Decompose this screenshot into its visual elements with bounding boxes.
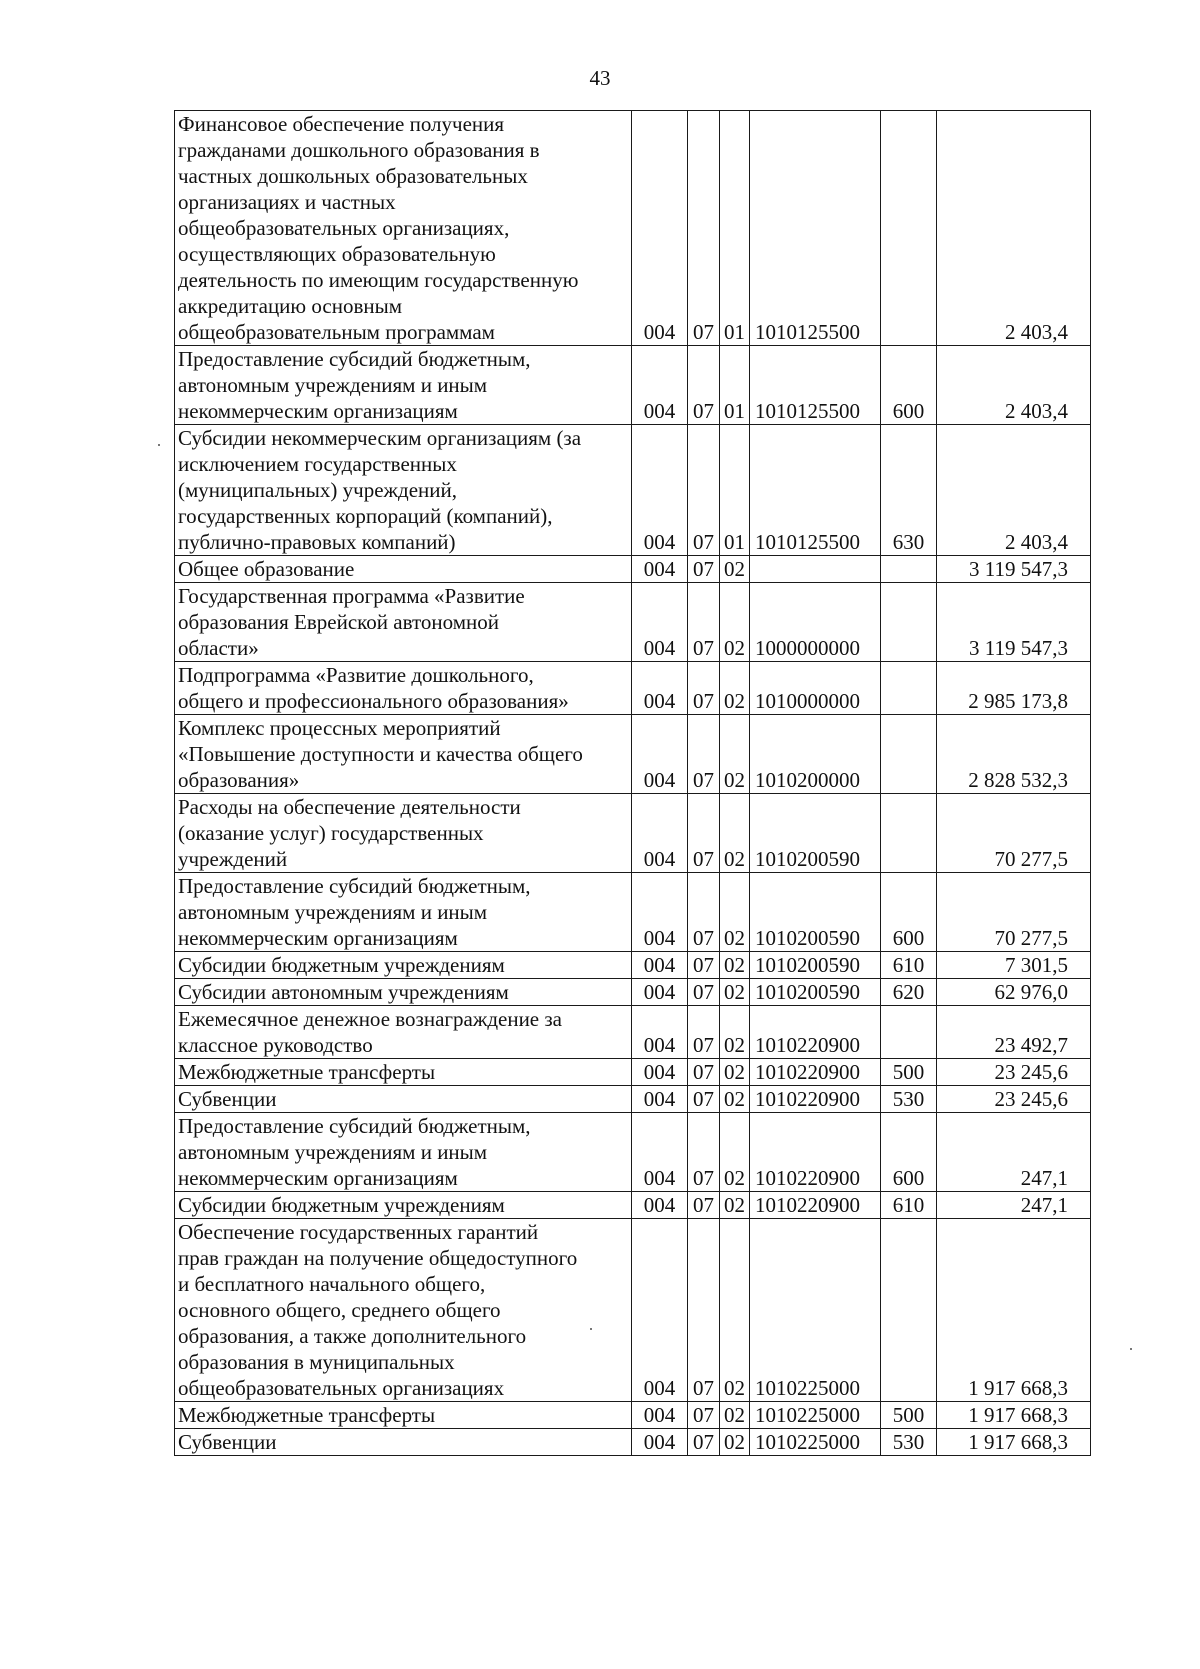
section-code-cell: 07	[688, 1219, 720, 1402]
subsection-code-cell: 02	[720, 1086, 750, 1113]
table-row	[175, 1402, 1091, 1429]
expense-type-code-cell	[881, 583, 937, 662]
target-article-code-cell: 1010125500	[750, 346, 881, 425]
target-article-code-cell: 1010225000	[750, 1402, 881, 1429]
row-name-cell: Комплекс процессных мероприятий «Повышение доступности и качества общего образования»	[175, 715, 632, 794]
target-article-code-cell: 1010220900	[750, 1192, 881, 1219]
section-code-cell: 07	[688, 1006, 720, 1059]
amount-cell: 62 976,0	[937, 979, 1091, 1006]
subsection-code-cell: 02	[720, 662, 750, 715]
table-row	[175, 1086, 1091, 1113]
scan-speck	[1130, 1348, 1132, 1350]
section-code-cell: 07	[688, 1192, 720, 1219]
amount-cell: 1 917 668,3	[937, 1429, 1091, 1456]
target-article-code-cell: 1010220900	[750, 1059, 881, 1086]
subsection-code-cell: 02	[720, 979, 750, 1006]
table-row	[175, 111, 1091, 346]
ved-code-cell: 004	[632, 556, 688, 583]
ved-code-cell: 004	[632, 952, 688, 979]
table-row	[175, 979, 1091, 1006]
row-name-cell: Общее образование	[175, 556, 632, 583]
section-code-cell: 07	[688, 425, 720, 556]
row-name-cell: Межбюджетные трансферты	[175, 1402, 632, 1429]
section-code-cell: 07	[688, 1113, 720, 1192]
ved-code-cell: 004	[632, 1006, 688, 1059]
target-article-code-cell	[750, 556, 881, 583]
row-name-cell: Подпрограмма «Развитие дошкольного, общего и профессионального образования»	[175, 662, 632, 715]
row-name-cell: Субвенции	[175, 1086, 632, 1113]
expense-type-code-cell	[881, 662, 937, 715]
expense-type-code-cell	[881, 1219, 937, 1402]
row-name-cell: Субсидии автономным учреждениям	[175, 979, 632, 1006]
expense-type-code-cell: 620	[881, 979, 937, 1006]
expense-type-code-cell	[881, 794, 937, 873]
target-article-code-cell: 1010200590	[750, 873, 881, 952]
subsection-code-cell: 02	[720, 1059, 750, 1086]
ved-code-cell: 004	[632, 873, 688, 952]
amount-cell: 7 301,5	[937, 952, 1091, 979]
target-article-code-cell: 1010220900	[750, 1006, 881, 1059]
section-code-cell: 07	[688, 979, 720, 1006]
ved-code-cell: 004	[632, 715, 688, 794]
table-row	[175, 1429, 1091, 1456]
table-row	[175, 1059, 1091, 1086]
amount-cell: 1 917 668,3	[937, 1402, 1091, 1429]
expense-type-code-cell: 610	[881, 1192, 937, 1219]
amount-cell: 23 245,6	[937, 1059, 1091, 1086]
ved-code-cell: 004	[632, 1219, 688, 1402]
row-name-cell: Обеспечение государственных гарантий прав граждан на получение общедоступного и бесплатного начального общего, основного общего, среднего общего образования, а также дополнительного образования в муниципальных общеобразовательных организациях	[175, 1219, 632, 1402]
amount-cell: 3 119 547,3	[937, 556, 1091, 583]
table-row	[175, 1219, 1091, 1402]
expense-type-code-cell	[881, 1006, 937, 1059]
ved-code-cell: 004	[632, 979, 688, 1006]
row-name-cell: Предоставление субсидий бюджетным, автономным учреждениям и иным некоммерческим организациям	[175, 873, 632, 952]
table-row	[175, 425, 1091, 556]
subsection-code-cell: 02	[720, 556, 750, 583]
ved-code-cell: 004	[632, 794, 688, 873]
section-code-cell: 07	[688, 346, 720, 425]
amount-cell: 2 403,4	[937, 111, 1091, 346]
amount-cell: 23 245,6	[937, 1086, 1091, 1113]
table-row	[175, 556, 1091, 583]
row-name-cell: Субсидии некоммерческим организациям (за исключением государственных (муниципальных) учреждений, государственных корпораций (компаний), публично-правовых компаний)	[175, 425, 632, 556]
expense-type-code-cell: 630	[881, 425, 937, 556]
section-code-cell: 07	[688, 873, 720, 952]
amount-cell: 2 403,4	[937, 425, 1091, 556]
row-name-cell: Предоставление субсидий бюджетным, автономным учреждениям и иным некоммерческим организациям	[175, 1113, 632, 1192]
subsection-code-cell: 02	[720, 873, 750, 952]
target-article-code-cell: 1010225000	[750, 1219, 881, 1402]
expense-type-code-cell: 500	[881, 1402, 937, 1429]
ved-code-cell: 004	[632, 662, 688, 715]
table-row	[175, 1113, 1091, 1192]
amount-cell: 70 277,5	[937, 873, 1091, 952]
row-name-cell: Субвенции	[175, 1429, 632, 1456]
row-name-cell: Межбюджетные трансферты	[175, 1059, 632, 1086]
amount-cell: 1 917 668,3	[937, 1219, 1091, 1402]
target-article-code-cell: 1010125500	[750, 425, 881, 556]
ved-code-cell: 004	[632, 346, 688, 425]
expense-type-code-cell: 600	[881, 873, 937, 952]
table-row	[175, 662, 1091, 715]
table-row	[175, 1006, 1091, 1059]
expense-type-code-cell: 600	[881, 1113, 937, 1192]
subsection-code-cell: 02	[720, 1113, 750, 1192]
page-number: 43	[589, 66, 611, 90]
row-name-cell: Предоставление субсидий бюджетным, автономным учреждениям и иным некоммерческим организациям	[175, 346, 632, 425]
section-code-cell: 07	[688, 1059, 720, 1086]
amount-cell: 2 828 532,3	[937, 715, 1091, 794]
expense-type-code-cell	[881, 556, 937, 583]
table-row	[175, 873, 1091, 952]
section-code-cell: 07	[688, 662, 720, 715]
ved-code-cell: 004	[632, 1086, 688, 1113]
table-row	[175, 952, 1091, 979]
target-article-code-cell: 1010220900	[750, 1086, 881, 1113]
ved-code-cell: 004	[632, 1059, 688, 1086]
ved-code-cell: 004	[632, 1402, 688, 1429]
section-code-cell: 07	[688, 1402, 720, 1429]
expense-type-code-cell: 600	[881, 346, 937, 425]
amount-cell: 2 403,4	[937, 346, 1091, 425]
subsection-code-cell: 02	[720, 583, 750, 662]
target-article-code-cell: 1010125500	[750, 111, 881, 346]
ved-code-cell: 004	[632, 425, 688, 556]
target-article-code-cell: 1010225000	[750, 1429, 881, 1456]
ved-code-cell: 004	[632, 111, 688, 346]
subsection-code-cell: 01	[720, 346, 750, 425]
section-code-cell: 07	[688, 1429, 720, 1456]
row-name-cell: Субсидии бюджетным учреждениям	[175, 952, 632, 979]
target-article-code-cell: 1000000000	[750, 583, 881, 662]
subsection-code-cell: 02	[720, 1192, 750, 1219]
subsection-code-cell: 02	[720, 952, 750, 979]
row-name-cell: Государственная программа «Развитие образования Еврейской автономной области»	[175, 583, 632, 662]
row-name-cell: Финансовое обеспечение получения гражданами дошкольного образования в частных дошкольных образовательных организациях и частных общеобразовательных организациях, осуществляющих образовательную деятельность по имеющим государственную аккредитацию основным общеобразовательным программам	[175, 111, 632, 346]
table-row	[175, 715, 1091, 794]
ved-code-cell: 004	[632, 1113, 688, 1192]
expense-type-code-cell: 610	[881, 952, 937, 979]
table-row	[175, 1192, 1091, 1219]
section-code-cell: 07	[688, 583, 720, 662]
table-row	[175, 346, 1091, 425]
subsection-code-cell: 02	[720, 1006, 750, 1059]
target-article-code-cell: 1010200590	[750, 979, 881, 1006]
scan-speck	[158, 444, 160, 446]
amount-cell: 23 492,7	[937, 1006, 1091, 1059]
ved-code-cell: 004	[632, 1192, 688, 1219]
amount-cell: 70 277,5	[937, 794, 1091, 873]
expense-type-code-cell: 530	[881, 1429, 937, 1456]
row-name-cell: Расходы на обеспечение деятельности (оказание услуг) государственных учреждений	[175, 794, 632, 873]
subsection-code-cell: 02	[720, 1219, 750, 1402]
section-code-cell: 07	[688, 952, 720, 979]
expense-type-code-cell: 500	[881, 1059, 937, 1086]
amount-cell: 247,1	[937, 1192, 1091, 1219]
target-article-code-cell: 1010200000	[750, 715, 881, 794]
target-article-code-cell: 1010200590	[750, 952, 881, 979]
amount-cell: 2 985 173,8	[937, 662, 1091, 715]
target-article-code-cell: 1010000000	[750, 662, 881, 715]
section-code-cell: 07	[688, 794, 720, 873]
budget-table	[174, 110, 1091, 1456]
amount-cell: 3 119 547,3	[937, 583, 1091, 662]
subsection-code-cell: 02	[720, 1402, 750, 1429]
target-article-code-cell: 1010220900	[750, 1113, 881, 1192]
subsection-code-cell: 01	[720, 425, 750, 556]
row-name-cell: Ежемесячное денежное вознаграждение за классное руководство	[175, 1006, 632, 1059]
ved-code-cell: 004	[632, 583, 688, 662]
subsection-code-cell: 01	[720, 111, 750, 346]
section-code-cell: 07	[688, 715, 720, 794]
table-row	[175, 583, 1091, 662]
section-code-cell: 07	[688, 111, 720, 346]
ved-code-cell: 004	[632, 1429, 688, 1456]
subsection-code-cell: 02	[720, 715, 750, 794]
target-article-code-cell: 1010200590	[750, 794, 881, 873]
expense-type-code-cell	[881, 715, 937, 794]
expense-type-code-cell	[881, 111, 937, 346]
scan-speck	[590, 1328, 592, 1330]
row-name-cell: Субсидии бюджетным учреждениям	[175, 1192, 632, 1219]
section-code-cell: 07	[688, 556, 720, 583]
table-row	[175, 794, 1091, 873]
section-code-cell: 07	[688, 1086, 720, 1113]
expense-type-code-cell: 530	[881, 1086, 937, 1113]
subsection-code-cell: 02	[720, 794, 750, 873]
table-body	[175, 111, 1091, 1456]
amount-cell: 247,1	[937, 1113, 1091, 1192]
subsection-code-cell: 02	[720, 1429, 750, 1456]
